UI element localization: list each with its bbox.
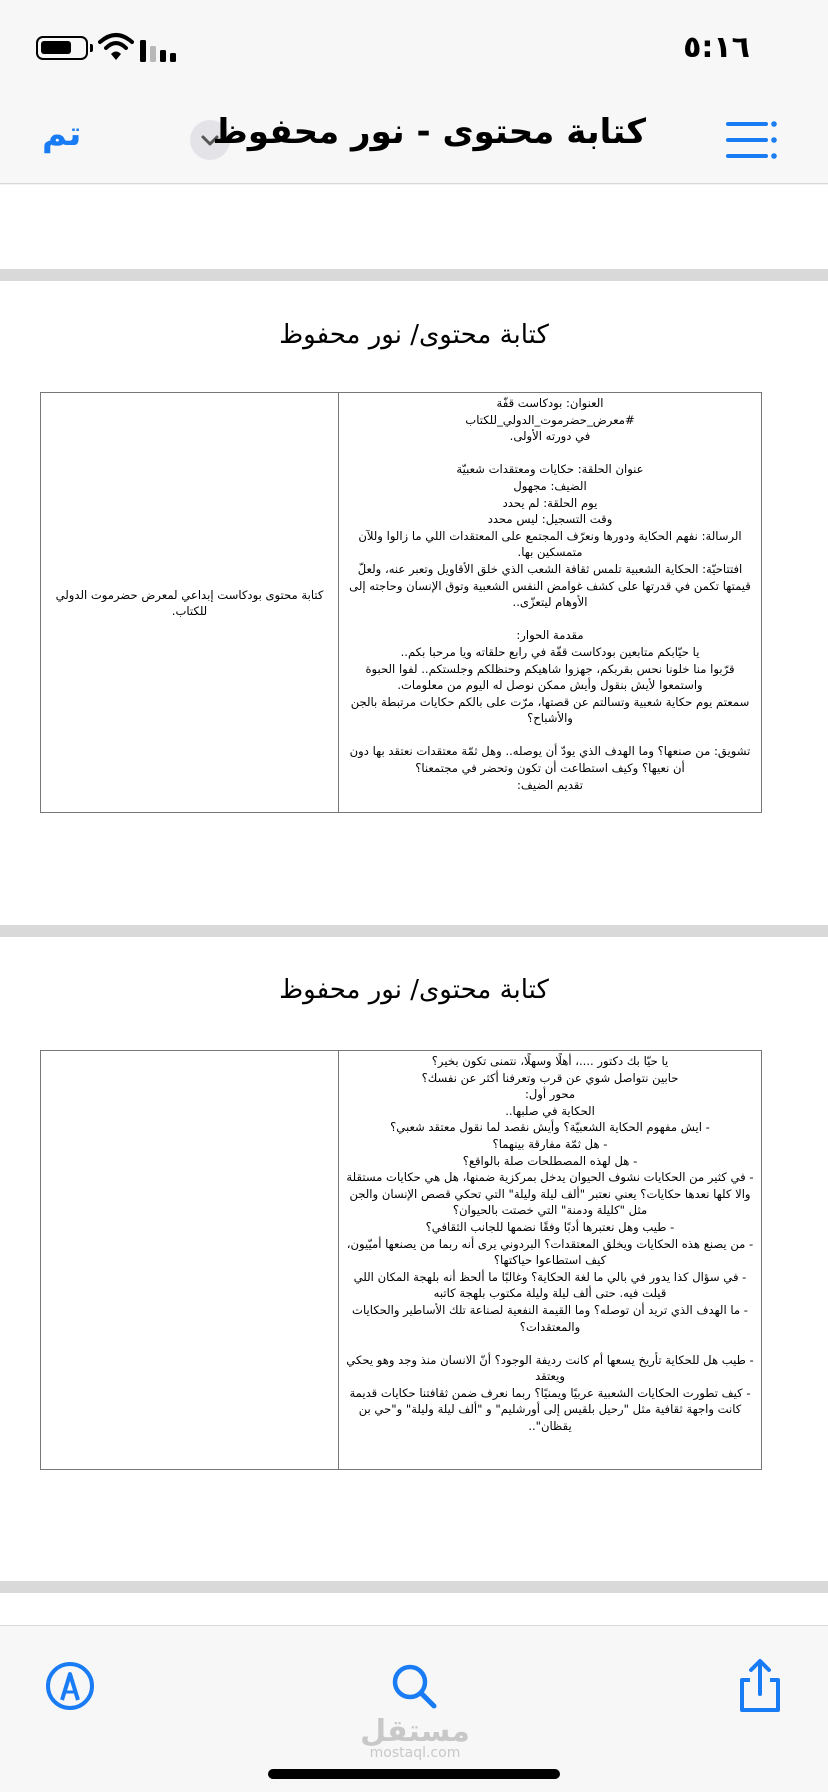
script-line: - في سؤال كذا يدور في بالي ما لغة الحكاية؟ وغالبًا ما ألحظ أنه بلهجة المكان اللي قيلت فيه. حتى ألف ليلة وليلة مكتوب بلهجة كاتبه <box>353 1269 747 1301</box>
watermark-arabic: مستقل <box>360 1714 470 1749</box>
table-cell-description <box>41 1051 339 1469</box>
script-line: قرّبوا منا خلونا نحس بقربكم، جهزوا شاهيكم وحنظلكم وجلستكم.. لفوا الحبوة واستمعوا لأيش بنقول وأيش ممكن نوصل له اليوم من معلومات. <box>365 661 735 693</box>
status-bar <box>0 0 828 96</box>
watermark-logo <box>340 1714 490 1761</box>
page-title: كتابة محتوى/ نور محفوظ <box>279 975 549 1005</box>
cellular-signal-icon <box>140 36 180 62</box>
script-line: - هل لهذه المصطلحات صلة بالواقع؟ <box>462 1153 638 1168</box>
script-line: - هل ثمّة مفارقة بينهما؟ <box>492 1136 608 1151</box>
page-divider <box>0 269 828 281</box>
script-line: العنوان: بودكاست قفّة <box>496 396 604 410</box>
script-line: تقديم الضيف: <box>516 777 584 792</box>
table-cell-script <box>339 393 761 812</box>
script-line <box>345 611 755 628</box>
watermark-latin: mostaql.com <box>369 1745 461 1761</box>
home-indicator <box>268 1769 560 1779</box>
script-line: عنوان الحلقة: حكايات ومعتقدات شعبيّة <box>456 462 644 477</box>
document-title: كتابة محتوى - نور محفوظ <box>212 112 646 152</box>
script-line: الرسالة: نفهم الحكاية ودورها ونعرّف المجتمع على المعتقدات اللي ما زالوا وللآن متمسكين بها. <box>358 528 742 560</box>
battery-icon <box>36 36 88 60</box>
outline-list-icon[interactable] <box>726 118 778 162</box>
script-line: - ايش مفهوم الحكاية الشعبيّة؟ وأيش نقصد لما نقول معتقد شعبي؟ <box>390 1120 710 1135</box>
cell-text: كتابة محتوى بودكاست إبداعي لمعرض حضرموت الدولي للكتاب. <box>55 587 324 618</box>
script-line: يا حيّا بك دكتور ....، أهلًا وسهلًا، نتمنى تكون بخير؟ <box>431 1054 669 1068</box>
script-line: يا حيّابكم متابعين بودكاست قفّة في رابع حلقاته ويا مرحبا بكم.. <box>400 644 700 659</box>
script-line <box>345 1335 755 1352</box>
done-button[interactable]: تم <box>42 114 82 154</box>
script-line: #معرض_حضرموت_الدولي_للكتاب <box>465 412 635 427</box>
script-line: محور أول: <box>524 1087 576 1102</box>
script-line: مقدمة الحوار: <box>516 628 584 643</box>
content-table <box>40 392 762 813</box>
script-line: يوم الحلقة: لم يحدد <box>502 495 598 510</box>
table-cell-description <box>41 393 339 812</box>
page-divider <box>0 1581 828 1593</box>
wifi-icon <box>98 32 134 62</box>
navigation-bar <box>0 96 828 184</box>
markup-pen-icon[interactable] <box>40 1656 100 1716</box>
script-line: وقت التسجيل: ليس محدد <box>487 512 613 527</box>
script-line: في دورته الأولى. <box>509 429 591 444</box>
script-line: - طيب هل للحكاية تأريخ يسعها أم كانت رديفة الوجود؟ أنّ الانسان منذ وجد وهو يحكي ويعتقد <box>346 1352 754 1384</box>
script-line: - من يصنع هذه الحكايات ويخلق المعتقدات؟ البردوني يرى أنه ربما من يصنعها أميّيون، كيف استطاعوا حياكتها؟ <box>346 1236 754 1268</box>
content-table <box>40 1050 762 1470</box>
script-line <box>345 727 755 744</box>
bottom-toolbar <box>0 1625 828 1792</box>
script-line: الضيف: مجهول <box>513 478 587 493</box>
status-time: ٥:١٦ <box>683 30 750 65</box>
script-line: تشويق: من صنعها؟ وما الهدف الذي يودّ أن يوصله.. وهل ثمّة معتقدات نعتقد بها دون أن نعيها؟ وكيف استطاعت أن تكون وتحضر في مجتمعنا؟ <box>349 744 751 776</box>
script-line: الحكاية في صلبها.. <box>505 1103 595 1118</box>
script-line: حابين نتواصل شوي عن قرب وتعرفنا أكثر عن نفسك؟ <box>421 1070 679 1085</box>
script-line: افتتاحيّة: الحكاية الشعبية تلمس ثقافة الشعب الذي خلق الأقاويل وتعبر عنه، ولعلّ قيمتها تكمن في قدرتها على كشف غوامض النفس الشعبية وتوق الإنسان وحاجته إلى الأوهام ليتعزّى.. <box>349 561 751 610</box>
script-line: - ما الهدف الذي تريد أن توصله؟ وما القيمة النفعية لصناعة تلك الأساطير والحكايات والمعتقدات؟ <box>352 1302 748 1334</box>
script-line: - كيف تطورت الحكايات الشعبية عربيًا ويمنيًا؟ ربما نعرف ضمن ثقافتنا حكايات قديمة كانت واجهة ثقافية مثل "رحيل بلقيس إلى أورشليم" و "ألف ليلة وليلة" و"حي بن يقظان".. <box>349 1385 751 1434</box>
script-line: - طيب وهل نعتبرها أدبًا وفقًا نضمها للجانب الثقافي؟ <box>425 1219 675 1234</box>
search-icon[interactable] <box>384 1656 444 1716</box>
script-line: سمعتم يوم حكاية شعبية وتسالتم عن قصتها، مرّت على بالكم حكايات مرتبطة بالجن والأشباح؟ <box>350 694 750 726</box>
document-viewer[interactable] <box>0 185 828 1625</box>
script-line: - في كثير من الحكايات نشوف الحيوان يدخل بمركزية ضمنها، هل هي حكايات مستقلة والا كلها نعدها حكايات؟ يعني نعتبر "ألف ليلة وليلة" التي تحكي قصص الإنسان والجن مثل "كليلة ودمنة" التي خصتت بالحيوان؟ <box>346 1170 754 1218</box>
share-icon[interactable] <box>730 1656 790 1716</box>
script-line <box>345 445 755 462</box>
table-cell-script <box>339 1051 761 1469</box>
page-title: كتابة محتوى/ نور محفوظ <box>279 320 549 350</box>
page-divider <box>0 925 828 937</box>
